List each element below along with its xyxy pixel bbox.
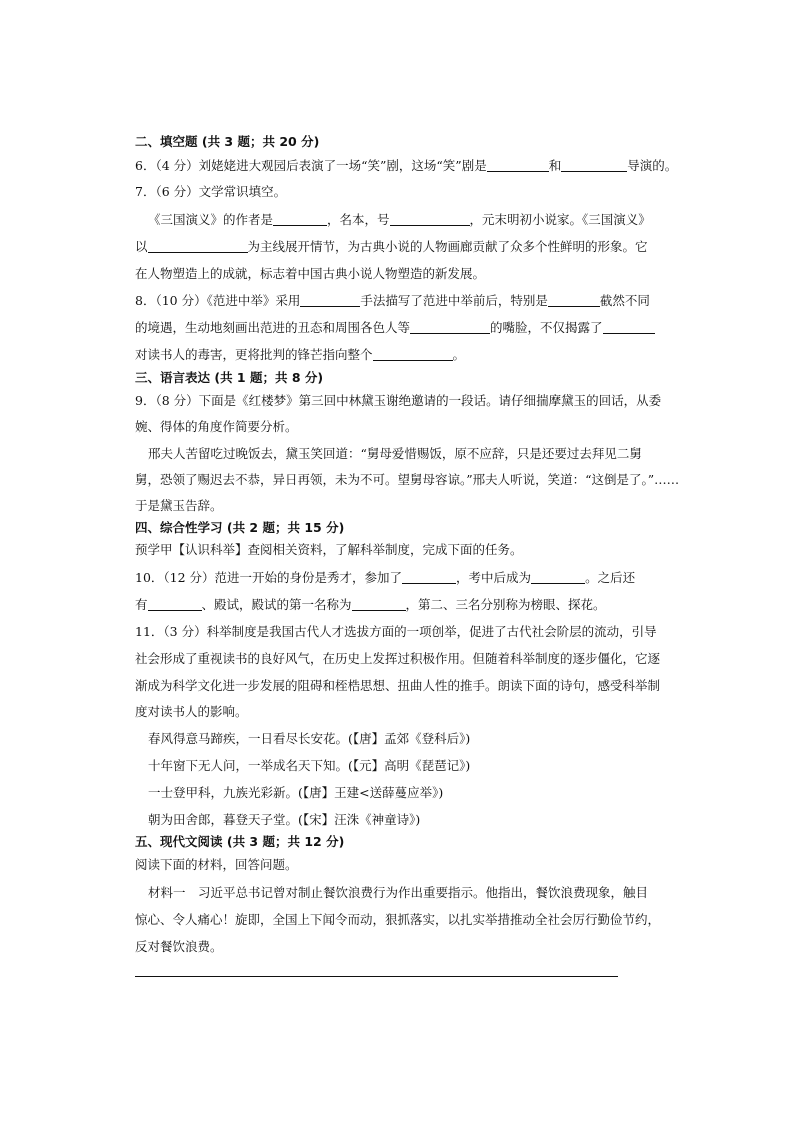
- q8-text-b: 手法描写了范进中举前后，特别是: [360, 293, 548, 308]
- answer-blank[interactable]: [148, 598, 202, 611]
- passage-line-1: 邢夫人苦留吃过晚饭去，黛玉笑回道：“舅母爱惜赐饭，原不应辞，只是还要过去拜见二舅: [148, 446, 642, 461]
- answer-blank[interactable]: [300, 294, 360, 307]
- question-8-line-1: [135, 292, 650, 310]
- answer-blank[interactable]: [352, 598, 406, 611]
- answer-blank[interactable]: [148, 240, 248, 253]
- material-1-line-1: 材料一 习近平总书记曾对制止餐饮浪费行为作出重要指示。他指出，餐饮浪费现象，触目: [148, 885, 649, 900]
- q6-text-b: 和: [548, 158, 562, 173]
- q7-text-c: ，元末明初小说家。《三国演义》: [469, 212, 651, 227]
- question-7-line-1: [148, 211, 651, 229]
- section-4-intro: 预学甲【认识科举】查阅相关资料，了解科举制度，完成下面的任务。: [135, 542, 523, 557]
- q6-text-a: 6．（4 分）刘姥姥进大观园后表演了一场“笑”剧，这场“笑”剧是: [135, 158, 487, 173]
- answer-blank[interactable]: [273, 213, 327, 226]
- question-6: [135, 157, 677, 175]
- q8-text-a: 8．（10 分）《范进中举》采用: [135, 293, 301, 308]
- question-9-line-1: 9．（8 分）下面是《红楼梦》第三回中林黛玉谢绝邀请的一段话。请仔细揣摩黛玉的回话，从委: [135, 393, 662, 408]
- q7-text-a: 《三国演义》的作者是: [148, 212, 274, 227]
- answer-blank[interactable]: [410, 321, 490, 334]
- q8-text-f: 对读书人的毒害，更将批判的锋芒指向整个: [135, 347, 373, 362]
- q8-text-c: 截然不同: [599, 293, 650, 308]
- answer-blank[interactable]: [561, 159, 627, 172]
- q7-text-b: ，名本，号: [327, 212, 390, 227]
- question-7-line-2: [135, 238, 648, 256]
- q7-text-d: 以: [135, 239, 148, 254]
- question-11-line-2: 社会形成了重视读书的良好风气，在历史上发挥过积极作用。但随着科举制度的逐步僵化，它逐: [135, 651, 661, 666]
- q10-text-e: 、殿试，殿试的第一名称为: [201, 597, 352, 612]
- section-5-intro: 阅读下面的材料，回答问题。: [135, 857, 298, 872]
- q10-text-f: ，第二、三名分别称为榜眼、探花。: [405, 597, 606, 612]
- passage-line-3: 于是黛玉告辞。: [135, 498, 223, 513]
- question-7-line-3: 在人物塑造上的成就，标志着中国古典小说人物塑造的新发展。: [135, 266, 486, 281]
- q10-text-c: 。之后还: [585, 570, 636, 585]
- section-heading-modern-reading: 五、现代文阅读 (共 3 题；共 12 分): [135, 834, 345, 849]
- section-heading-language-expression: 三、语言表达 (共 1 题；共 8 分): [135, 370, 324, 385]
- material-1-line-3: 反对餐饮浪费。: [135, 939, 223, 954]
- poem-line-2: 十年窗下无人问，一举成名天下知。(【元】高明《琵琶记》): [148, 758, 471, 773]
- q8-text-d: 的境遇，生动地刻画出范进的丑态和周围各色人等: [135, 320, 411, 335]
- q7-text-e: 为主线展开情节，为古典小说的人物画廊贡献了众多个性鲜明的形象。它: [247, 239, 648, 254]
- q10-text-d: 有: [135, 597, 148, 612]
- section-heading-comprehensive-study: 四、综合性学习 (共 2 题；共 15 分): [135, 520, 345, 535]
- question-8-line-3: [135, 346, 465, 364]
- poem-line-1: 春风得意马蹄疾，一日看尽长安花。(【唐】孟郊《登科后》): [148, 731, 471, 746]
- poem-line-4: 朝为田舍郎，暮登天子堂。(【宋】汪洙《神童诗》): [148, 812, 421, 827]
- answer-blank[interactable]: [548, 294, 600, 307]
- passage-line-2: 舅，恐领了赐迟去不恭，异日再领，未为不可。望舅母容谅。”邢夫人听说，笑道：“这倒是了。”……: [135, 472, 680, 487]
- question-10-line-1: [135, 569, 635, 587]
- horizontal-divider: [135, 976, 618, 977]
- question-11-line-1: 11．（3 分）科举制度是我国古代人才选拔方面的一项创举，促进了古代社会阶层的流动，引导: [135, 624, 657, 639]
- answer-blank[interactable]: [402, 571, 456, 584]
- answer-blank[interactable]: [487, 159, 549, 172]
- answer-blank[interactable]: [603, 321, 655, 334]
- question-10-line-2: [135, 596, 606, 614]
- answer-blank[interactable]: [531, 571, 585, 584]
- question-7: 7．（6 分）文学常识填空。: [135, 184, 287, 199]
- material-1-line-2: 惊心、令人痛心！旋即，全国上下闻令而动，狠抓落实，以扎实举措推动全社会厉行勤俭节约，: [135, 912, 661, 927]
- q6-text-c: 导演的。: [627, 158, 678, 173]
- question-9-line-2: 婉、得体的角度作简要分析。: [135, 419, 298, 434]
- q10-text-a: 10．（12 分）范进一开始的身份是秀才，参加了: [135, 570, 403, 585]
- question-11-line-3: 渐成为科学文化进一步发展的阻碍和桎梏思想、扭曲人性的推手。朗读下面的诗句，感受科举制: [135, 678, 661, 693]
- question-11-line-4: 度对读书人的影响。: [135, 704, 248, 719]
- answer-blank[interactable]: [373, 348, 453, 361]
- q10-text-b: ，考中后成为: [456, 570, 532, 585]
- poem-line-3: 一士登甲科，九族光彩新。(【唐】王建<送薛蔓应举》): [148, 785, 444, 800]
- q8-text-e: 的嘴脸，不仅揭露了: [490, 320, 603, 335]
- q8-text-g: 。: [452, 347, 466, 362]
- question-8-line-2: [135, 319, 655, 337]
- answer-blank[interactable]: [390, 213, 470, 226]
- section-heading-fill-blank: 二、填空题 (共 3 题；共 20 分): [135, 134, 320, 149]
